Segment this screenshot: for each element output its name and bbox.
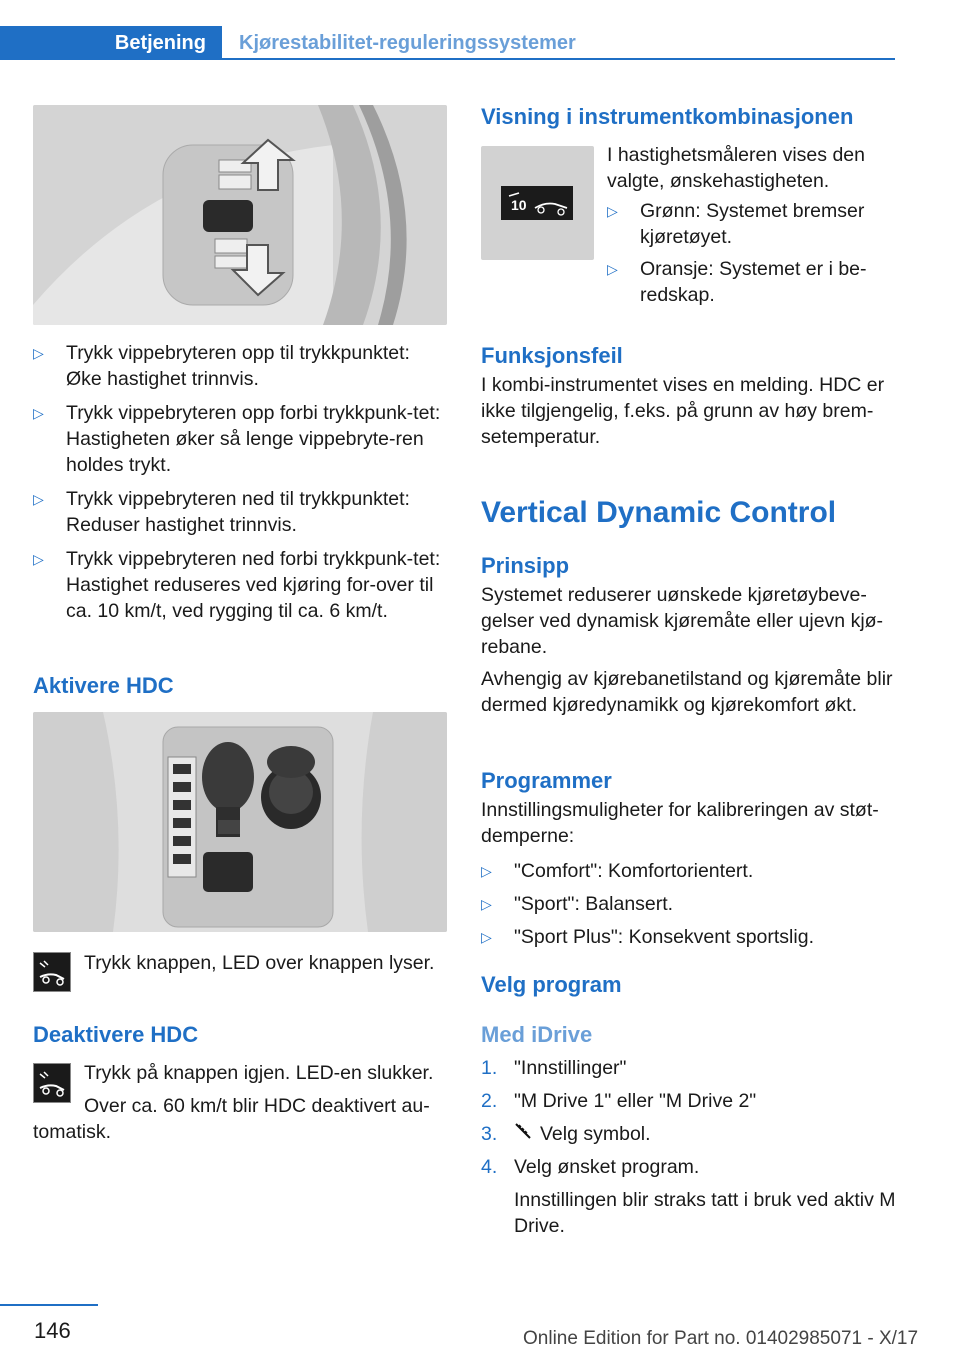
step-text: "M Drive 1" eller "M Drive 2" [514,1090,757,1112]
list-item [607,256,897,308]
list-item-text: Trykk vippebryteren opp forbi trykkpunk-tet: Hastigheten øker så lenge vippebryte-ren holdes trykt. [66,402,441,476]
principle-text-2: Avhengig av kjørebanetilstand og kjøremåte blir dermed kjøredynamikk og kjørekomfort økt. [481,668,893,716]
steering-wheel-switch-image [33,105,447,325]
header-section-tab: Betjening [0,26,222,60]
edition-note: Online Edition for Part no. 01402985071 - X/17 [523,1328,919,1349]
footer-rule [0,1304,98,1306]
triangle-bullet-icon: ▷ [33,551,44,567]
list-item-text: Trykk vippebryteren opp til trykkpunktet: Øke hastighet trinnvis. [66,342,410,390]
step-text: "Innstillinger" [514,1057,627,1079]
list-item [481,858,901,884]
display-heading: Visning i instrumentkombinasjonen [481,104,854,129]
display-speed-value: 10 [511,197,527,213]
step-note: Innstillingen blir straks tatt i bruk ved aktiv M Drive. [514,1189,896,1237]
center-console-image [33,712,447,932]
step-item [481,1121,901,1147]
programs-heading: Programmer [481,768,612,793]
step-number: 3. [481,1123,498,1145]
list-item [33,340,447,392]
display-text: I hastighetsmåleren vises den valgte, ønskehastigheten. [607,144,865,192]
suspension-symbol-icon [514,1121,534,1147]
idrive-steps [481,1055,901,1239]
list-item [607,198,897,250]
triangle-bullet-icon: ▷ [481,863,492,879]
list-item-text: Grønn: Systemet bremser kjøretøyet. [640,200,865,248]
list-item [481,891,901,917]
list-item-text: Trykk vippebryteren ned til trykkpunktet: Reduser hastighet trinnvis. [66,488,410,536]
malfunction-heading: Funksjonsfeil [481,343,623,368]
deactivate-hdc-heading: Deaktivere HDC [33,1022,199,1047]
activate-hdc-text: Trykk knappen, LED over knappen lyser. [84,952,435,974]
triangle-bullet-icon: ▷ [607,203,618,219]
step-item [481,1055,901,1081]
instrument-display-image [481,146,594,260]
triangle-bullet-icon: ▷ [481,929,492,945]
step-number: 1. [481,1057,498,1079]
hdc-button-icon [33,952,71,992]
principle-text: Systemet reduserer uønskede kjøretøybeve-gelser ved dynamisk kjøremåte eller ujevn kjø-rebane. [481,584,884,658]
triangle-bullet-icon: ▷ [33,405,44,421]
list-item [33,400,447,478]
list-item [33,546,447,624]
program-list [481,858,901,950]
programs-text: Innstillingsmuligheter for kalibreringen av støt-demperne: [481,799,879,847]
header-rule [0,58,895,60]
step-text: Velg ønsket program. [514,1156,700,1178]
step-item [481,1154,901,1180]
list-item-text: "Comfort": Komfortorientert. [514,860,754,882]
header-chapter-title: Kjørestabilitet-reguleringssystemer [239,32,576,54]
step-number: 4. [481,1156,498,1178]
list-item [33,486,447,538]
page-number: 146 [34,1318,71,1343]
list-item-text: Oransje: Systemet er i be-redskap. [640,258,867,306]
triangle-bullet-icon: ▷ [481,896,492,912]
triangle-bullet-icon: ▷ [33,491,44,507]
step-item [481,1088,901,1114]
deactivate-speed-note: Over ca. 60 km/t blir HDC deaktivert au-tomatisk. [33,1095,430,1143]
display-color-list [607,198,897,308]
list-item [481,924,901,950]
list-item-text: Trykk vippebryteren ned forbi trykkpunk-tet: Hastighet reduseres ved kjøring for-over til ca. 10 km/t, ved rygging til ca. 6 km/t. [66,548,441,622]
triangle-bullet-icon: ▷ [607,261,618,277]
speed-adjust-list [33,340,447,624]
activate-hdc-heading: Aktivere HDC [33,673,174,698]
select-program-heading: Velg program [481,972,622,997]
list-item-text: "Sport": Balansert. [514,893,674,915]
malfunction-text: I kombi-instrumentet vises en melding. HDC er ikke tilgjengelig, f.eks. på grunn av høy brem-setemperatur. [481,374,885,448]
triangle-bullet-icon: ▷ [33,345,44,361]
vdc-heading: Vertical Dynamic Control [481,496,837,529]
step-number: 2. [481,1090,498,1112]
deactivate-hdc-text: Trykk på knappen igjen. LED-en slukker. [84,1062,434,1084]
list-item-text: "Sport Plus": Konsekvent sportslig. [514,926,814,948]
principle-heading: Prinsipp [481,553,570,578]
step-text: Velg symbol. [540,1123,651,1145]
idrive-heading: Med iDrive [481,1022,593,1047]
